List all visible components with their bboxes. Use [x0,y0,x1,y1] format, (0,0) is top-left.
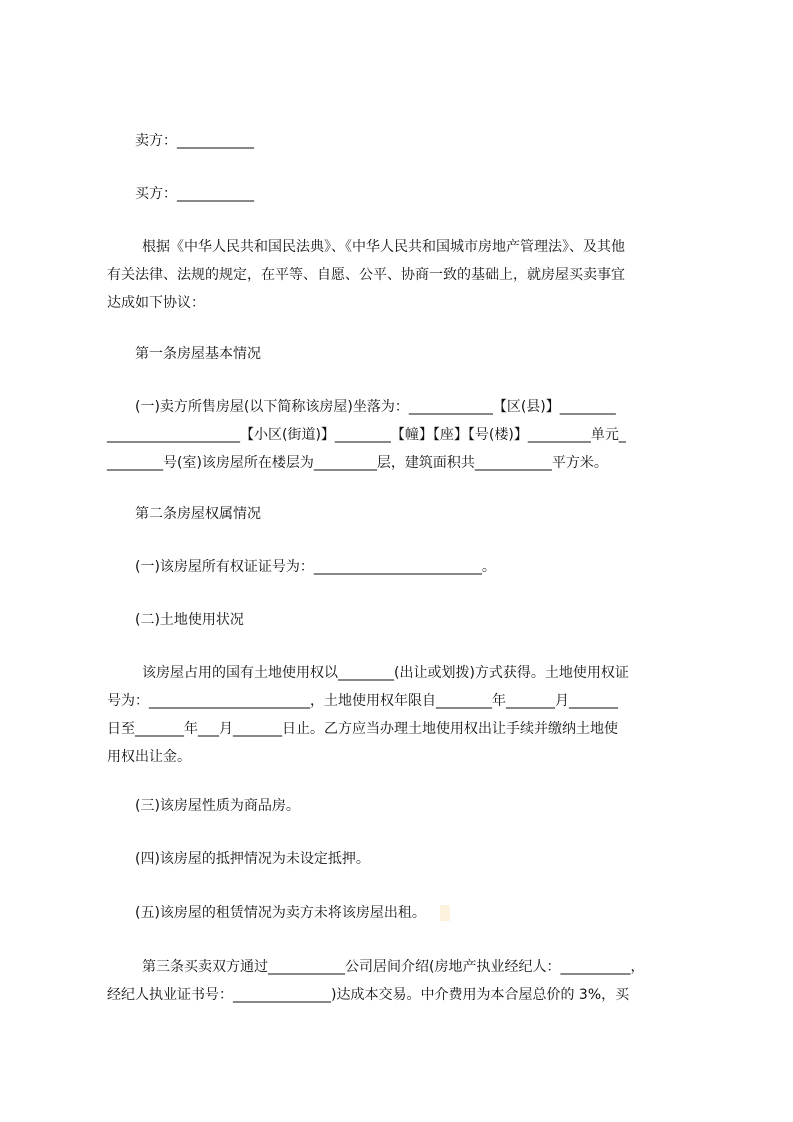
preamble-line-2: 有关法律、法规的规定，在平等、自愿、公平、协商一致的基础上，就房屋买卖事宜 [107,267,625,283]
article-3-line-2: 经纪人执业证书号：______________)达成本交易。中介费用为本合屋总价的 3%，买 [107,987,630,1003]
article-1-title: 第一条房屋基本情况 [135,346,261,362]
article-2-item-5-wrapper [107,899,703,927]
land-use-line-1: 该房屋占用的国有土地使用权以________(出让或划拨)方式获得。土地使用权证 [142,665,629,681]
article-2-item-4: (四)该房屋的抵押情况为未设定抵押。 [135,851,370,867]
land-use-line-4: 用权出让金。 [107,749,191,765]
article-1-item-1-line-3: ________号(室)该房屋所在楼层为_________层，建筑面积共___________平方米。 [107,455,608,471]
preamble-paragraph [107,233,703,317]
article-1-item-1-line-1: (一)卖方所售房屋(以下简称该房屋)坐落为：____________【区(县)】________ [135,399,616,415]
article-3-line-1: 第三条买卖双方通过___________公司居间介绍(房地产执业经纪人：__________， [142,959,645,975]
article-3-paragraph [107,953,703,1009]
article-2-item-5: (五)该房屋的租赁情况为卖方未将该房屋出租。 [135,905,426,921]
article-2-item-1: (一)该房屋所有权证证号为：________________________。 [135,559,496,575]
article-1-item-1-line-2: ___________________【小区(街道)】________【幢】【座】【号(楼)】_________单元_ [107,427,626,443]
land-use-line-2: 号为：_______________________，土地使用权年限自________年_______月_______ [107,693,618,709]
preamble-line-1: 根据《中华人民共和国民法典》、《中华人民共和国城市房地产管理法》、及其他 [142,239,625,255]
article-2-item-2: (二)土地使用状况 [135,612,244,628]
article-1-item-1 [107,393,703,477]
highlight-mark [440,905,450,921]
article-2-item-3: (三)该房屋性质为商品房。 [135,798,300,814]
article-2-title: 第二条房屋权属情况 [135,506,261,522]
buyer-line: 买方：___________ [135,186,254,202]
land-use-paragraph [107,659,703,771]
land-use-line-3: 日至_______年___月_______日止。乙方应当办理土地使用权出让手续并缴纳土地使 [107,721,618,737]
preamble-line-3: 达成如下协议： [107,295,205,311]
seller-line: 卖方：___________ [135,133,254,149]
